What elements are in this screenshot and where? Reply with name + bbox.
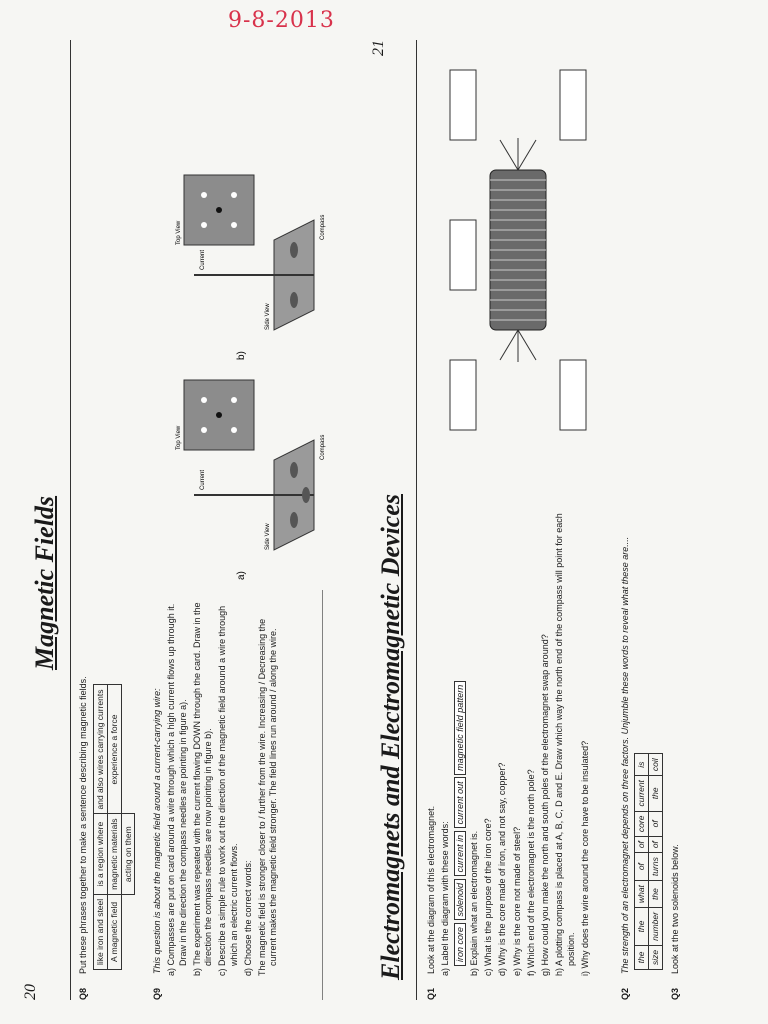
side-view-label: Side View xyxy=(265,303,271,330)
compass-icon xyxy=(231,427,237,433)
page-number: 20 xyxy=(22,984,39,1000)
compass-icon xyxy=(201,192,207,198)
label-words xyxy=(455,500,466,1000)
compass-label: Compass xyxy=(320,434,326,460)
compass-label: Compass xyxy=(320,214,326,240)
label-word: current out xyxy=(454,777,466,828)
top-view-label: Top View xyxy=(176,220,182,245)
question-number: Q8 xyxy=(78,987,88,1000)
page-title: Magnetic Fields xyxy=(30,495,59,670)
label-word: current in xyxy=(454,831,466,877)
compass-icon xyxy=(290,292,298,308)
word-cell: of xyxy=(648,811,662,837)
table-cell: magnetic materials xyxy=(107,814,121,894)
label-word: magnetic field pattern xyxy=(454,681,466,775)
question-text: This question is about the magnetic field around a current-carrying wire: xyxy=(152,688,162,974)
question-part-e: e) Why is the core not made of steel? xyxy=(511,826,522,976)
question-part-a: a) Compasses are put on card around a wire through which a high current flows up through it. Draw in the direction the compass needles are pointing in figure a). xyxy=(166,603,188,976)
compass-icon xyxy=(290,512,298,528)
question-part-f: f) Which end of the electromagnet is the north pole? xyxy=(525,769,536,976)
question-part-d: d) Choose the correct words: xyxy=(242,860,253,976)
table-cell: A magnetic field xyxy=(107,894,121,969)
compass-icon xyxy=(290,242,298,258)
label-box xyxy=(450,220,476,290)
word-cell: of xyxy=(635,837,649,853)
question-part-b: b) The experiment was repeated with the current flowing DOWN through the card. Draw in the direction the compass needles are now pointing in figure b). xyxy=(191,602,213,976)
left-page xyxy=(22,40,352,1000)
page-number: 21 xyxy=(370,40,387,56)
question-part-h: h) A plotting compass is placed at A, B, C, D and E. Draw which way the north end of the compass will point for each position. xyxy=(554,513,576,976)
question-number: Q2 xyxy=(620,987,630,1000)
divider xyxy=(322,590,323,1000)
question-part-i: i) Why does the wire around the core have to be insulated? xyxy=(579,740,590,976)
label-box xyxy=(560,360,586,430)
table-cell: is a region where xyxy=(94,814,108,894)
compass-icon xyxy=(231,222,237,228)
table-cell: acting on them xyxy=(121,814,135,894)
word-cell: the xyxy=(635,945,649,969)
question-text: Look at the diagram of this electromagnet. xyxy=(426,805,436,974)
word-cell: current xyxy=(635,776,649,811)
question-text: Look at the two solenoids below. xyxy=(670,844,680,974)
side-view-label: Side View xyxy=(265,523,271,550)
question-number: Q1 xyxy=(426,987,436,1000)
question-part-c: c) What is the purpose of the iron core? xyxy=(483,818,493,976)
unjumble-table xyxy=(634,753,662,970)
title-rule xyxy=(416,40,417,1000)
question-text: The strength of an electromagnet depends on three factors. Unjumble these words to reveal what these are.... xyxy=(620,536,630,974)
table-cell: experience a force xyxy=(107,685,121,814)
question-1 xyxy=(426,500,594,1000)
table-cell xyxy=(121,894,135,969)
title-rule xyxy=(70,40,71,1000)
page-title: Electromagnets and Electromagnetic Devices xyxy=(376,494,405,980)
word-cell: the xyxy=(635,908,649,946)
word-cell: the xyxy=(648,881,662,908)
word-cell: is xyxy=(635,754,649,776)
question-text: Put these phrases together to make a sentence describing magnetic fields. xyxy=(78,676,88,974)
compass-figures xyxy=(154,170,334,590)
word-cell: number xyxy=(648,908,662,946)
question-2 xyxy=(620,500,663,1000)
compass-icon xyxy=(231,192,237,198)
word-cell: the xyxy=(648,776,662,811)
compass-icon xyxy=(201,397,207,403)
current-label: Current xyxy=(200,249,206,270)
word-cell: coil xyxy=(648,754,662,776)
word-cell: of xyxy=(648,837,662,853)
word-cell: of xyxy=(635,853,649,881)
label-word: iron core xyxy=(454,923,466,966)
wire-dot xyxy=(216,412,222,418)
label-box xyxy=(450,360,476,430)
handwritten-date: 9-8-2013 xyxy=(228,8,335,33)
question-part-b: b) Explain what an electromagnet is. xyxy=(468,830,479,976)
compass-icon xyxy=(302,487,310,503)
compass-icon xyxy=(231,397,237,403)
question-number: Q9 xyxy=(152,987,162,1000)
label-box xyxy=(560,70,586,140)
label-word: solenoid xyxy=(454,879,466,921)
question-part-g: g) How could you make the north and south poles of the electromagnet swap around? xyxy=(540,634,550,976)
word-cell: what xyxy=(635,881,649,908)
question-8 xyxy=(78,530,135,1000)
compass-icon xyxy=(201,427,207,433)
question-9 xyxy=(152,600,283,1000)
phrase-table xyxy=(93,685,135,971)
question-part-c: c) Describe a simple rule to work out the direction of the magnetic field around a wire through which an electric current flows. xyxy=(217,605,239,976)
table-cell xyxy=(121,685,135,814)
word-cell: core xyxy=(635,811,649,837)
table-cell: like iron and steel xyxy=(94,894,108,969)
word-cell: size xyxy=(648,945,662,969)
figure-a-label: a) xyxy=(236,571,247,580)
question-part-a: a) Label the diagram with these words: xyxy=(440,821,451,976)
question-3 xyxy=(670,40,684,1000)
top-view-label: Top View xyxy=(176,425,182,450)
label-box xyxy=(450,70,476,140)
current-label: Current xyxy=(200,469,206,490)
question-number: Q3 xyxy=(670,987,680,1000)
compass-icon xyxy=(201,222,207,228)
wire-dot xyxy=(216,207,222,213)
right-page xyxy=(370,40,748,1000)
table-cell: and also wires carrying currents xyxy=(94,685,108,814)
word-cell: turns xyxy=(648,853,662,881)
compass-diagram xyxy=(154,170,334,590)
electromagnet-diagram xyxy=(430,50,610,440)
question-part-d: d) Why is the core made of iron, and not say, copper? xyxy=(497,762,508,976)
question-part-d-text: The magnetic field is stronger closer to / further from the wire. Increasing / Decreasing the current makes the magnetic field stronger. The field lines run around / along the wire. xyxy=(257,618,279,976)
figure-b-label: b) xyxy=(236,351,247,360)
compass-icon xyxy=(290,462,298,478)
